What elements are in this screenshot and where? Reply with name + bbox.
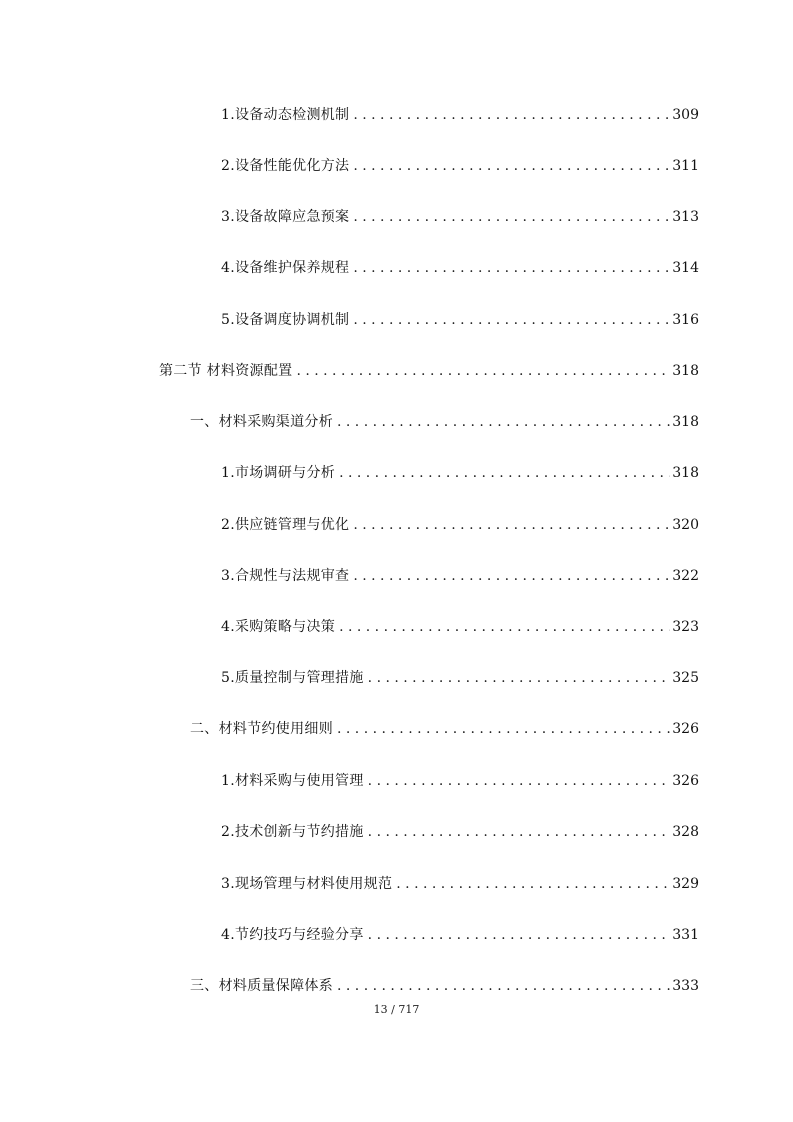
toc-entry-page-number: 322 xyxy=(672,568,699,584)
toc-entry-title: 2.技术创新与节约措施 xyxy=(221,824,364,840)
toc-entry-page-number: 331 xyxy=(672,927,699,943)
dot-leader xyxy=(353,257,670,279)
toc-entry-page-number: 316 xyxy=(672,312,699,328)
toc-entry-title: 2.设备性能优化方法 xyxy=(221,158,350,174)
toc-entry-page-number: 318 xyxy=(672,465,699,481)
toc-entry-page-number: 326 xyxy=(672,721,699,737)
toc-entry-page-number: 326 xyxy=(672,773,699,789)
toc-entry-title: 4.节约技巧与经验分享 xyxy=(221,927,364,943)
dot-leader xyxy=(396,873,670,895)
dot-leader xyxy=(339,616,670,638)
dot-leader xyxy=(368,770,671,792)
dot-leader xyxy=(368,821,671,843)
toc-entry-title: 5.设备调度协调机制 xyxy=(221,312,350,328)
toc-entry-title: 1.设备动态检测机制 xyxy=(221,107,350,123)
toc-entry[interactable] xyxy=(221,565,699,587)
toc-entry-title: 第二节 材料资源配置 xyxy=(159,363,293,379)
toc-entry[interactable] xyxy=(221,924,699,946)
toc-entry[interactable] xyxy=(221,462,699,484)
toc-entry-title: 二、材料节约使用细则 xyxy=(190,721,333,737)
toc-entry[interactable] xyxy=(221,155,699,177)
toc-entry-page-number: 314 xyxy=(672,260,699,276)
toc-entry-page-number: 311 xyxy=(672,158,699,174)
dot-leader xyxy=(353,309,670,331)
toc-entry[interactable] xyxy=(221,667,699,689)
dot-leader xyxy=(337,718,670,740)
toc-entry[interactable] xyxy=(221,616,699,638)
toc-entry-page-number: 318 xyxy=(672,414,699,430)
toc-entry-page-number: 309 xyxy=(672,107,699,123)
toc-entry[interactable] xyxy=(221,257,699,279)
toc-entry-page-number: 318 xyxy=(672,363,699,379)
toc-entry-page-number: 320 xyxy=(672,517,699,533)
toc-subsection-entry[interactable] xyxy=(190,411,699,433)
toc-entry-title: 1.材料采购与使用管理 xyxy=(221,773,364,789)
toc-subsection-entry[interactable] xyxy=(190,718,699,740)
toc-section-entry[interactable] xyxy=(159,360,699,382)
toc-entry-title: 4.设备维护保养规程 xyxy=(221,260,350,276)
toc-entry-title: 1.市场调研与分析 xyxy=(221,465,336,481)
toc-entry-page-number: 333 xyxy=(672,978,699,994)
page-indicator: 13 / 717 xyxy=(373,1003,420,1016)
toc-entry-page-number: 313 xyxy=(672,209,699,225)
toc-entry[interactable] xyxy=(221,514,699,536)
toc-entry-page-number: 325 xyxy=(672,670,699,686)
toc-entry[interactable] xyxy=(221,821,699,843)
toc-entry[interactable] xyxy=(221,873,699,895)
toc-entry-page-number: 328 xyxy=(672,824,699,840)
toc-entry-page-number: 329 xyxy=(672,876,699,892)
dot-leader xyxy=(337,975,670,997)
toc-entry-title: 4.采购策略与决策 xyxy=(221,619,336,635)
toc-entry-title: 2.供应链管理与优化 xyxy=(221,517,350,533)
dot-leader xyxy=(353,514,670,536)
dot-leader xyxy=(353,206,670,228)
toc-entry-title: 3.现场管理与材料使用规范 xyxy=(221,876,393,892)
dot-leader xyxy=(353,565,670,587)
dot-leader xyxy=(353,155,670,177)
dot-leader xyxy=(368,924,671,946)
toc-subsection-entry[interactable] xyxy=(190,975,699,997)
dot-leader xyxy=(337,411,670,433)
dot-leader xyxy=(296,360,670,382)
toc-entry-title: 3.合规性与法规审查 xyxy=(221,568,350,584)
toc-entry-title: 5.质量控制与管理措施 xyxy=(221,670,364,686)
toc-entry[interactable] xyxy=(221,206,699,228)
toc-entry[interactable] xyxy=(221,770,699,792)
dot-leader xyxy=(339,462,670,484)
toc-entry-title: 3.设备故障应急预案 xyxy=(221,209,350,225)
toc-entry[interactable] xyxy=(221,309,699,331)
toc-entry-title: 三、材料质量保障体系 xyxy=(190,978,333,994)
dot-leader xyxy=(368,667,671,689)
toc-entry-title: 一、材料采购渠道分析 xyxy=(190,414,333,430)
toc-entry-page-number: 323 xyxy=(672,619,699,635)
toc-entry[interactable] xyxy=(221,104,699,126)
dot-leader xyxy=(353,104,670,126)
